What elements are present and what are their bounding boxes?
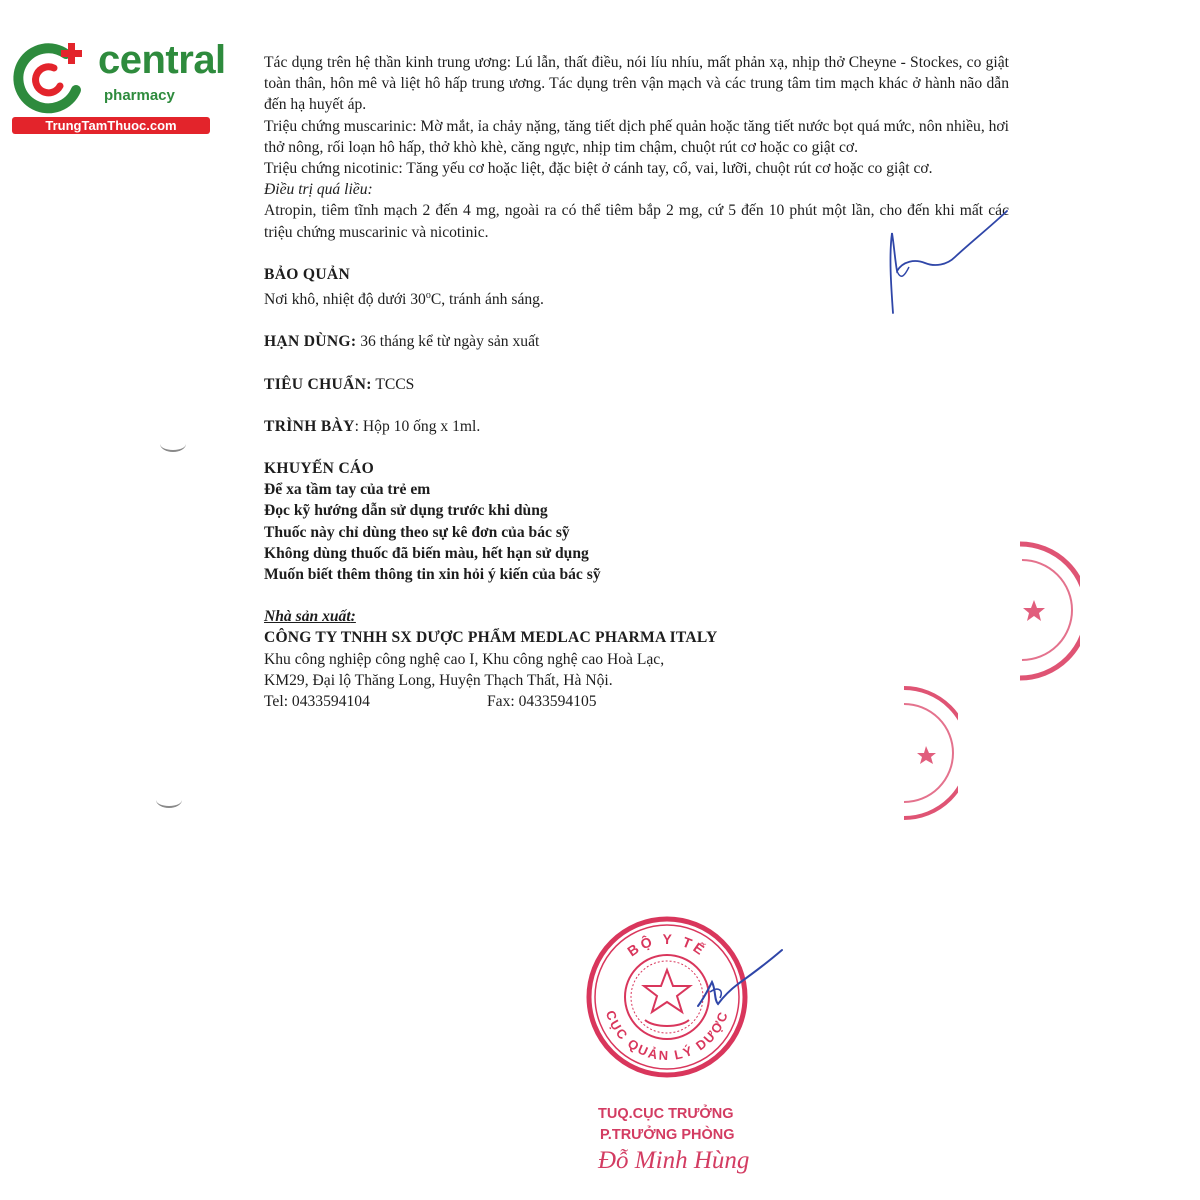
expiry-value: 36 tháng kể từ ngày sản xuất (356, 333, 540, 351)
package-value: : Hộp 10 ống x 1ml. (354, 417, 481, 435)
nicotinic-paragraph: Triệu chứng nicotinic: Tăng yếu cơ hoặc liệt, đặc biệt ở cánh tay, cổ, vai, lưỡi, chuột rút cơ hoặc co giật cơ. (264, 160, 933, 178)
signer-authority: TUQ.CỤC TRƯỞNG (598, 1106, 734, 1122)
package-line (264, 416, 1009, 437)
muscarinic-paragraph: Triệu chứng muscarinic: Mờ mắt, ỉa chảy nặng, tăng tiết dịch phế quản hoặc tăng tiết nước bọt quá mức, nôn nhiều, hơi thở nông, rối loạn hô hấp, thở khò khè, căng ngực, nhịp tim chậm, chuột rút cơ hoặc co giật cơ. (264, 117, 1009, 156)
manufacturer-address-1: Khu công nghiệp công nghệ cao I, Khu công nghệ cao Hoà Lạc, (264, 650, 665, 668)
signer-name: Đỗ Minh Hùng (598, 1147, 750, 1174)
warning-item: Không dùng thuốc đã biến màu, hết hạn sử dụng (264, 544, 589, 562)
svg-text:BỘ Y TẾ: BỘ Y TẾ (624, 930, 710, 960)
official-signature (690, 946, 790, 1016)
warning-item: Thuốc này chỉ dùng theo sự kê đơn của bác sỹ (264, 523, 570, 541)
standard-value: TCCS (371, 375, 415, 393)
overdose-cns-paragraph: Tác dụng trên hệ thần kinh trung ương: Lú lẫn, thất điều, nói líu nhíu, mất phản xạ, nhịp thở Cheyne - Stockes, co giật toàn thân, hôn mê và liệt hô hấp trung ương. Tác dụng trên vận mạch và các trung tâm tim mạch khác ở hành não dẫn đến hạ huyết áp. (264, 54, 1009, 114)
manufacturer-label: Nhà sản xuất (264, 608, 351, 626)
signature-block (598, 1104, 788, 1174)
partial-stamp-seal (1010, 538, 1080, 683)
warnings-heading: KHUYẾN CÁO (264, 460, 374, 478)
brand-subtitle: pharmacy (104, 87, 175, 104)
punch-hole-mark (160, 436, 186, 452)
manufacturer-name: CÔNG TY TNHH SX DƯỢC PHẨM MEDLAC PHARMA ITALY (264, 629, 718, 647)
standard-line (264, 374, 1009, 395)
package-heading: TRÌNH BÀY (264, 417, 355, 435)
tel-number: Tel: 0433594104 (264, 693, 370, 711)
punch-hole-mark (156, 792, 182, 808)
warning-item: Để xa tầm tay của trẻ em (264, 481, 431, 499)
treatment-paragraph: Atropin, tiêm tĩnh mạch 2 đến 4 mg, ngoài ra có thể tiêm bắp 2 mg, cứ 5 đến 10 phút một lần, cho đến khi mất các triệu chứng muscarinic và nicotinic. (264, 202, 1009, 241)
contact-line (264, 691, 1009, 712)
brand-logo (10, 38, 226, 138)
storage-heading: BẢO QUẢN (264, 265, 351, 283)
brand-name: central (98, 38, 226, 82)
storage-text: Nơi khô, nhiệt độ dưới 30$^o$C, tránh ánh sáng. (264, 290, 544, 309)
pharmacy-cross-icon (10, 38, 90, 118)
manufacturer-label-line: Nhà sản xuất: (264, 608, 356, 626)
ministry-of-health-stamp (582, 912, 752, 1082)
treatment-heading: Điều trị quá liều: (264, 181, 373, 199)
svg-text:CỤC QUẢN LÝ DƯỢC: CỤC QUẢN LÝ DƯỢC (602, 1008, 732, 1064)
expiry-heading: HẠN DÙNG: (264, 333, 357, 351)
expiry-line (264, 331, 1009, 352)
standard-heading: TIÊU CHUẨN: (264, 375, 372, 393)
signer-title: P.TRƯỞNG PHÒNG (600, 1127, 735, 1143)
fax-number: Fax: 0433594105 (487, 693, 597, 711)
document-body (264, 52, 1009, 712)
warning-item: Muốn biết thêm thông tin xin hỏi ý kiến của bác sỹ (264, 566, 601, 584)
brand-site-link[interactable]: TrungTamThuoc.com (12, 117, 210, 134)
manufacturer-address-2: KM29, Đại lộ Thăng Long, Huyện Thạch Thất, Hà Nội. (264, 671, 613, 689)
warning-item: Đọc kỹ hướng dẫn sử dụng trước khi dùng (264, 502, 548, 520)
